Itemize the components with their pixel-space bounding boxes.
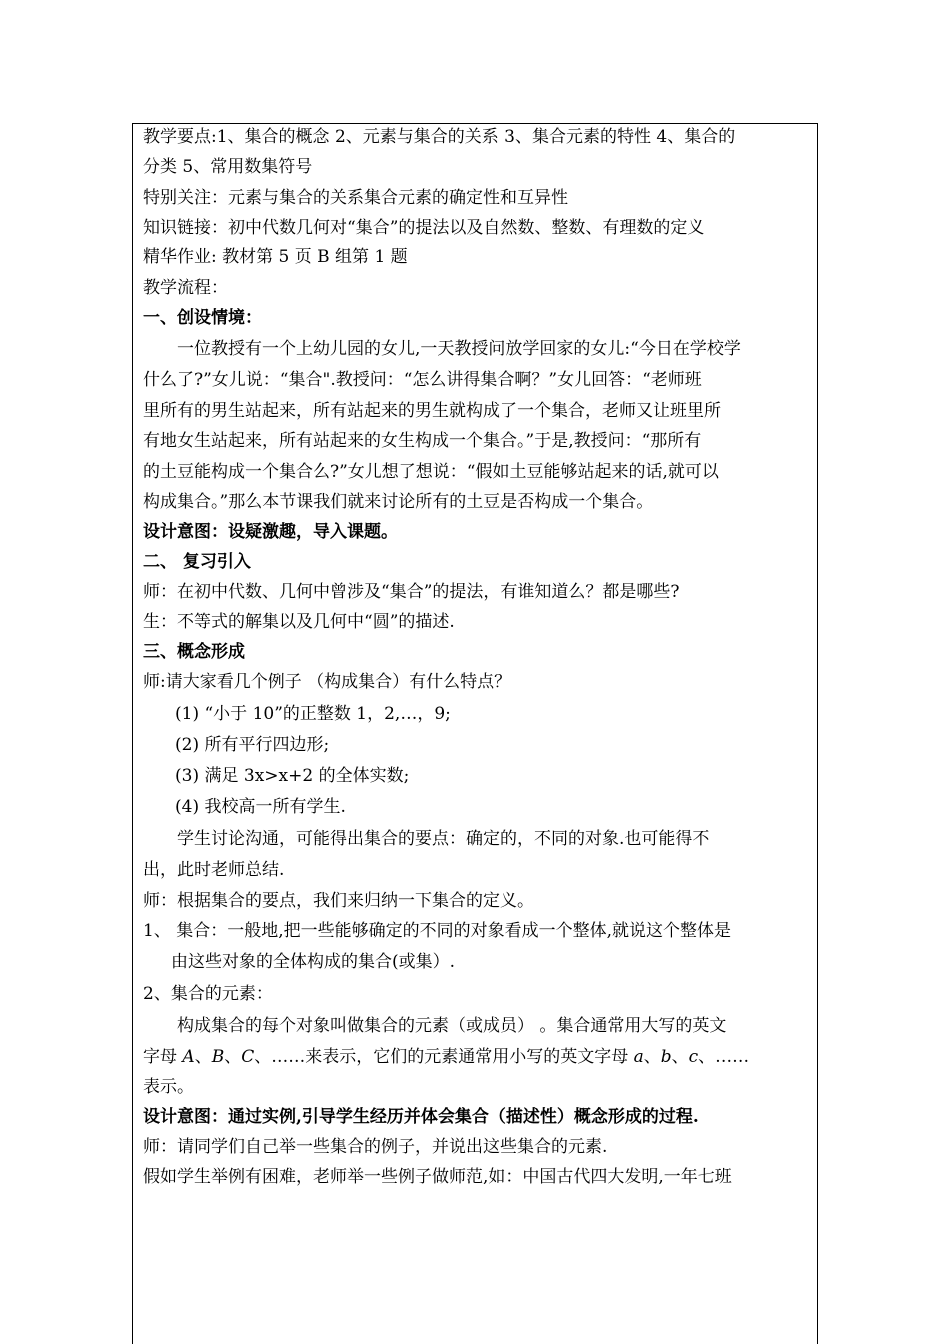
letter-b: b [660, 1047, 672, 1067]
story-paragraph-line-5: 的土豆能构成一个集合么?”女儿想了想说：“假如土豆能够站起来的话,就可以 [143, 462, 719, 482]
elements-paragraph-line-2 [143, 1047, 749, 1067]
design-intent-1: 设计意图：设疑激趣，导入课题。 [143, 522, 398, 542]
set-definition-line-2: 由这些对象的全体构成的集合(或集）. [171, 952, 456, 972]
elements-paragraph-line-1: 构成集合的每个对象叫做集合的元素（或成员） 。集合通常用大写的英文 [177, 1016, 727, 1036]
letters-sep-4: 、 [671, 1047, 689, 1067]
teaching-flow-heading: 教学流程： [143, 278, 228, 298]
homework-line: 精华作业: 教材第 5 页 B 组第 1 题 [143, 247, 408, 267]
story-paragraph-line-4: 有地女生站起来，所有站起来的女生构成一个集合。”于是,教授问：“那所有 [143, 431, 702, 451]
section-3-heading: 三、概念形成 [143, 642, 245, 662]
letters-text-3: 、…… [698, 1047, 750, 1067]
letters-sep-3: 、 [643, 1047, 661, 1067]
teacher-question-line: 师：在初中代数、几何中曾涉及“集合”的提法，有谁知道么？都是哪些? [143, 582, 680, 602]
special-attention-line: 特别关注：元素与集合的关系集合元素的确定性和互异性 [143, 188, 568, 208]
letter-a: a [633, 1047, 644, 1067]
teaching-points-line-2: 分类 5、常用数集符号 [143, 157, 313, 177]
examples-prompt-line: 师:请大家看几个例子 （构成集合）有什么特点？ [143, 672, 512, 692]
discussion-line-1: 学生讨论沟通，可能得出集合的要点：确定的，不同的对象.也可能得不 [177, 829, 710, 849]
student-answer-line: 生：不等式的解集以及几何中“圆”的描述. [143, 612, 455, 632]
teacher-request-line: 师：请同学们自己举一些集合的例子，并说出这些集合的元素. [143, 1137, 608, 1157]
design-intent-2: 设计意图：通过实例,引导学生经历并体会集合（描述性）概念形成的过程. [143, 1107, 699, 1127]
example-3: (3) 满足 3x>x+2 的全体实数; [175, 766, 410, 786]
example-2: (2) 所有平行四边形; [175, 735, 330, 755]
letter-c: c [688, 1047, 699, 1067]
lesson-plan-table-cell [132, 123, 818, 1344]
example-1: (1) “小于 10”的正整数 1，2,…，9; [175, 704, 451, 724]
letters-text-1: 字母 [143, 1047, 183, 1067]
story-paragraph-line-1: 一位教授有一个上幼儿园的女儿,一天教授问放学回家的女儿:“今日在学校学 [177, 339, 741, 359]
example-4: (4) 我校高一所有学生. [175, 797, 346, 817]
teacher-example-line: 假如学生举例有困难，老师举一些例子做师范,如：中国古代四大发明,一年七班 [143, 1167, 732, 1187]
knowledge-link-line: 知识链接：初中代数几何对“集合”的提法以及自然数、整数、有理数的定义 [143, 218, 705, 238]
letters-sep-2: 、 [224, 1047, 242, 1067]
section-2-heading: 二、 复习引入 [143, 552, 251, 572]
story-paragraph-line-2: 什么了?”女儿说：“集合".教授问：“怎么讲得集合啊？”女儿回答：“老师班 [143, 370, 702, 390]
letters-sep-1: 、 [194, 1047, 212, 1067]
letters-text-2: 、……来表示，它们的元素通常用小写的英文字母 [254, 1047, 634, 1067]
set-definition-line-1: 1、 集合：一般地,把一些能够确定的不同的对象看成一个整体,就说这个整体是 [143, 921, 732, 941]
elements-paragraph-line-3: 表示。 [143, 1077, 194, 1097]
letter-C: C [241, 1047, 255, 1067]
teaching-points-line-1: 教学要点:1、集合的概念 2、元素与集合的关系 3、集合元素的特性 4、集合的 [143, 127, 736, 147]
teacher-summary-line: 师：根据集合的要点，我们来归纳一下集合的定义。 [143, 891, 534, 911]
set-elements-heading: 2、集合的元素： [143, 984, 273, 1004]
story-paragraph-line-3: 里所有的男生站起来，所有站起来的男生就构成了一个集合，老师又让班里所 [143, 401, 721, 421]
story-paragraph-line-6: 构成集合。”那么本节课我们就来讨论所有的土豆是否构成一个集合。 [143, 492, 654, 512]
section-1-heading: 一、创设情境： [143, 308, 262, 328]
letter-A: A [182, 1047, 195, 1067]
discussion-line-2: 出，此时老师总结. [143, 860, 285, 880]
letter-B: B [211, 1047, 225, 1067]
